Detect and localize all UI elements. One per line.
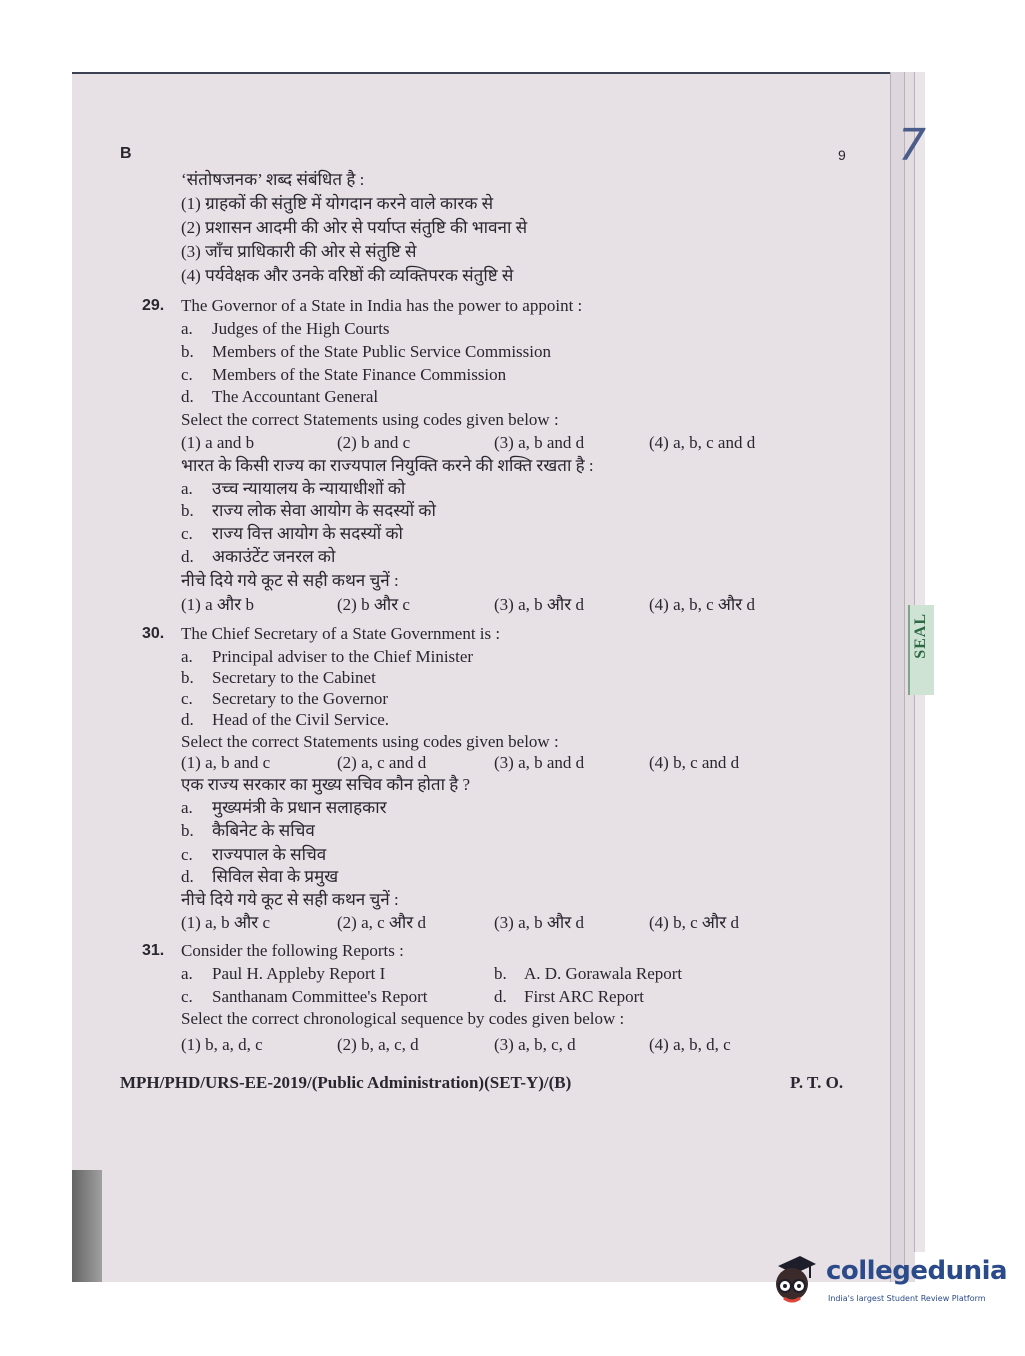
seal-text: SEAL (912, 613, 929, 659)
item-key: d. (181, 710, 194, 729)
code-option: (2) b, a, c, d (337, 1035, 419, 1054)
item-key: c. (181, 845, 193, 864)
code-option: (1) a, b and c (181, 753, 271, 772)
set-label: B (120, 145, 132, 162)
item-key: b. (181, 821, 194, 840)
q28-hindi-option: (3) जाँच प्राधिकारी की ओर से संतुष्टि से (181, 242, 417, 261)
code-option: (3) a, b, c, d (494, 1035, 576, 1054)
hindi-item-text: उच्च न्यायालय के न्यायाधीशों को (212, 479, 406, 498)
item-key: b. (494, 964, 507, 983)
item-text: Santhanam Committee's Report (212, 987, 428, 1006)
question-stem: The Governor of a State in India has the power to appoint : (181, 296, 583, 315)
item-text: Members of the State Public Service Commission (212, 342, 552, 361)
code-option: (3) a, b and d (494, 753, 585, 772)
q28-hindi-option: (1) ग्राहकों की संतुष्टि में योगदान करने वाले कारक से (181, 194, 494, 213)
code-option: (3) a, b और d (494, 595, 584, 614)
code-option: (1) a, b और c (181, 913, 271, 932)
item-key: b. (181, 342, 194, 361)
item-key: c. (181, 524, 193, 543)
code-option: (2) a, c and d (337, 753, 427, 772)
question-number: 30. (142, 625, 165, 642)
item-key: c. (181, 365, 193, 384)
item-text: Head of the Civil Service. (212, 710, 390, 729)
logo-wordmark: collegedunia (826, 1256, 1008, 1286)
code-option: (2) b and c (337, 433, 411, 452)
item-text: Paul H. Appleby Report I (212, 964, 386, 983)
code-option: (1) b, a, d, c (181, 1035, 263, 1054)
item-key: d. (181, 867, 194, 886)
seal-strip (908, 605, 934, 695)
question-stem: The Chief Secretary of a State Government is : (181, 624, 501, 643)
q28-hindi-option: (2) प्रशासन आदमी की ओर से पर्याप्त संतुष्टि की भावना से (181, 218, 528, 237)
code-option: (4) a, b, d, c (649, 1035, 731, 1054)
hindi-item-text: राज्य वित्त आयोग के सदस्यों को (212, 524, 403, 543)
item-text: The Accountant General (212, 387, 379, 406)
item-text: A. D. Gorawala Report (524, 964, 683, 983)
hindi-item-text: राज्यपाल के सचिव (212, 845, 327, 864)
item-text: Members of the State Finance Commission (212, 365, 507, 384)
q28-hindi-option: (4) पर्यवेक्षक और उनके वरिष्ठों की व्यक्तिपरक संतुष्टि से (181, 266, 514, 285)
code-option: (2) a, c और d (337, 913, 427, 932)
item-key: d. (494, 987, 507, 1006)
item-key: d. (181, 387, 194, 406)
item-key: c. (181, 987, 193, 1006)
question-number: 31. (142, 942, 165, 959)
item-key: b. (181, 668, 194, 687)
handwritten-mark: 7 (898, 120, 926, 171)
item-key: a. (181, 647, 193, 666)
scan-shadow (72, 1170, 102, 1282)
question-number: 29. (142, 297, 165, 314)
code-option: (4) b, c और d (649, 913, 739, 932)
select-instruction: Select the correct Statements using codes given below : (181, 732, 559, 751)
code-option: (4) a, b, c and d (649, 433, 756, 452)
question-stem: Consider the following Reports : (181, 941, 404, 960)
hindi-item-text: मुख्यमंत्री के प्रधान सलाहकार (212, 798, 387, 817)
page-number: 9 (838, 147, 846, 163)
code-option: (2) b और c (337, 595, 410, 614)
collegedunia-logo[interactable] (770, 1248, 1008, 1318)
hindi-item-text: राज्य लोक सेवा आयोग के सदस्यों को (212, 501, 436, 520)
item-key: a. (181, 319, 193, 338)
hindi-stem: भारत के किसी राज्य का राज्यपाल नियुक्ति करने की शक्ति रखता है : (181, 456, 594, 475)
code-option: (3) a, b and d (494, 433, 585, 452)
item-key: a. (181, 798, 193, 817)
code-option: (4) a, b, c और d (649, 595, 756, 614)
hindi-item-text: कैबिनेट के सचिव (212, 821, 315, 840)
select-instruction: Select the correct Statements using codes given below : (181, 410, 559, 429)
item-text: Judges of the High Courts (212, 319, 390, 338)
item-key: d. (181, 547, 194, 566)
hindi-item-text: अकाउंटेंट जनरल को (212, 547, 336, 566)
item-key: b. (181, 501, 194, 520)
item-text: First ARC Report (524, 987, 644, 1006)
logo-tagline: India's largest Student Review Platform (828, 1294, 986, 1303)
code-option: (4) b, c and d (649, 753, 740, 772)
hindi-stem: एक राज्य सरकार का मुख्य सचिव कौन होता है ? (181, 775, 471, 794)
q28-hindi-stem: ‘संतोषजनक’ शब्द संबंधित है : (181, 170, 365, 189)
student-mascot-icon (770, 1252, 816, 1310)
item-key: a. (181, 964, 193, 983)
paper-code: MPH/PHD/URS-EE-2019/(Public Administration)(SET-Y)/(B) (120, 1073, 572, 1092)
code-option: (1) a और b (181, 595, 254, 614)
item-text: Principal adviser to the Chief Minister (212, 647, 474, 666)
code-option: (1) a and b (181, 433, 255, 452)
page-edge (890, 72, 905, 1282)
hindi-select-instruction: नीचे दिये गये कूट से सही कथन चुनें : (181, 890, 399, 909)
item-key: a. (181, 479, 193, 498)
hindi-select-instruction: नीचे दिये गये कूट से सही कथन चुनें : (181, 571, 399, 590)
item-key: c. (181, 689, 193, 708)
code-option: (3) a, b और d (494, 913, 584, 932)
item-text: Secretary to the Cabinet (212, 668, 376, 687)
select-instruction: Select the correct chronological sequence by codes given below : (181, 1009, 625, 1028)
item-text: Secretary to the Governor (212, 689, 389, 708)
hindi-item-text: सिविल सेवा के प्रमुख (212, 867, 339, 886)
pto-label: P. T. O. (790, 1073, 844, 1092)
